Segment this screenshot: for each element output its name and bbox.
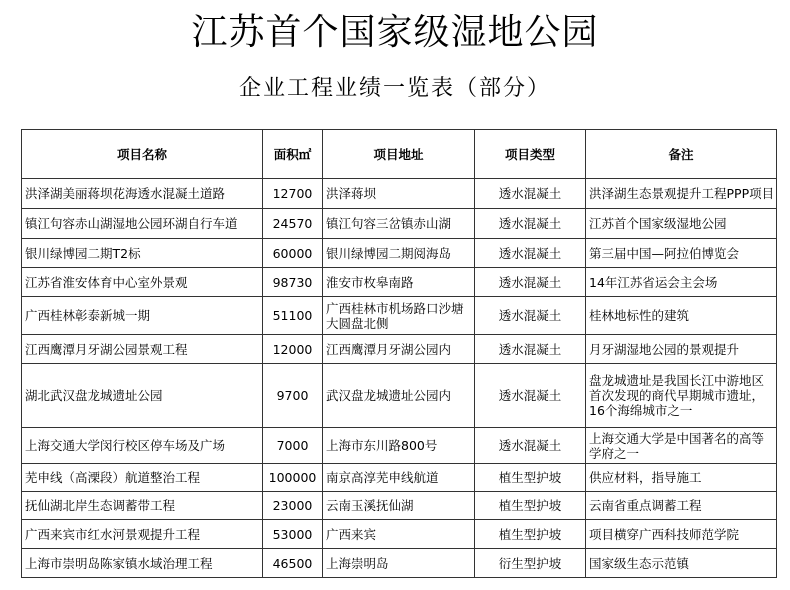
- table-row: [22, 297, 777, 335]
- cell-note: 14年江苏省运会主会场: [586, 268, 777, 297]
- cell-address: 银川绿博园二期阅海岛: [323, 239, 475, 268]
- cell-note: 第三届中国—阿拉伯博览会: [586, 239, 777, 268]
- cell-address: 武汉盘龙城遗址公园内: [323, 364, 475, 428]
- cell-project-name: 江西鹰潭月牙湖公园景观工程: [22, 335, 263, 364]
- table-row: [22, 549, 777, 578]
- table-row: [22, 464, 777, 492]
- page-subtitle: 企业工程业绩一览表（部分）: [238, 76, 551, 101]
- cell-address: 淮安市枚皋南路: [323, 268, 475, 297]
- table-header-row: [22, 130, 777, 179]
- header-note: 备注: [586, 130, 777, 179]
- table-row: [22, 239, 777, 268]
- cell-type: 衍生型护坡: [475, 549, 586, 578]
- cell-address: 广西桂林市机场路口沙塘大圆盘北侧: [323, 297, 475, 335]
- cell-project-name: 芜申线（高溧段）航道整治工程: [22, 464, 263, 492]
- table-row: [22, 364, 777, 428]
- cell-type: 透水混凝土: [475, 297, 586, 335]
- cell-project-name: 广西来宾市红水河景观提升工程: [22, 520, 263, 549]
- cell-note: 月牙湖湿地公园的景观提升: [586, 335, 777, 364]
- cell-project-name: 上海市崇明岛陈家镇水域治理工程: [22, 549, 263, 578]
- table-row: [22, 428, 777, 464]
- cell-address: 南京高淳芜申线航道: [323, 464, 475, 492]
- cell-type: 透水混凝土: [475, 209, 586, 239]
- cell-note: 盘龙城遗址是我国长江中游地区首次发现的商代早期城市遗址，16个海绵城市之一: [586, 364, 777, 428]
- cell-type: 透水混凝土: [475, 179, 586, 209]
- cell-type: 透水混凝土: [475, 335, 586, 364]
- table-row: [22, 520, 777, 549]
- cell-note: 云南省重点调蓄工程: [586, 492, 777, 520]
- cell-area: 9700: [263, 364, 323, 428]
- header-project-name: 项目名称: [22, 130, 263, 179]
- cell-area: 46500: [263, 549, 323, 578]
- cell-note: 上海交通大学是中国著名的高等学府之一: [586, 428, 777, 464]
- cell-project-name: 银川绿博园二期T2标: [22, 239, 263, 268]
- cell-area: 24570: [263, 209, 323, 239]
- cell-address: 上海崇明岛: [323, 549, 475, 578]
- cell-type: 植生型护坡: [475, 492, 586, 520]
- cell-note: 江苏首个国家级湿地公园: [586, 209, 777, 239]
- table-row: [22, 179, 777, 209]
- cell-project-name: 洪泽湖美丽蒋坝花海透水混凝土道路: [22, 179, 263, 209]
- cell-note: 国家级生态示范镇: [586, 549, 777, 578]
- cell-area: 12000: [263, 335, 323, 364]
- cell-address: 镇江句容三岔镇赤山湖: [323, 209, 475, 239]
- cell-area: 53000: [263, 520, 323, 549]
- cell-project-name: 上海交通大学闵行校区停车场及广场: [22, 428, 263, 464]
- cell-area: 100000: [263, 464, 323, 492]
- cell-address: 洪泽蒋坝: [323, 179, 475, 209]
- cell-type: 植生型护坡: [475, 520, 586, 549]
- cell-note: 桂林地标性的建筑: [586, 297, 777, 335]
- cell-project-name: 广西桂林彰泰新城一期: [22, 297, 263, 335]
- cell-address: 广西来宾: [323, 520, 475, 549]
- cell-address: 云南玉溪抚仙湖: [323, 492, 475, 520]
- cell-area: 98730: [263, 268, 323, 297]
- cell-area: 12700: [263, 179, 323, 209]
- table-row: [22, 335, 777, 364]
- cell-project-name: 镇江句容赤山湖湿地公园环湖自行车道: [22, 209, 263, 239]
- header-area: 面积㎡: [263, 130, 323, 179]
- table-row: [22, 492, 777, 520]
- cell-area: 7000: [263, 428, 323, 464]
- cell-area: 60000: [263, 239, 323, 268]
- cell-note: 洪泽湖生态景观提升工程PPP项目: [586, 179, 777, 209]
- table-row: [22, 268, 777, 297]
- cell-type: 透水混凝土: [475, 268, 586, 297]
- performance-table: [21, 129, 777, 578]
- cell-type: 透水混凝土: [475, 428, 586, 464]
- cell-type: 透水混凝土: [475, 239, 586, 268]
- cell-area: 23000: [263, 492, 323, 520]
- table-row: [22, 209, 777, 239]
- cell-type: 植生型护坡: [475, 464, 586, 492]
- cell-address: 江西鹰潭月牙湖公园内: [323, 335, 475, 364]
- cell-project-name: 江苏省淮安体育中心室外景观: [22, 268, 263, 297]
- page-title: 江苏首个国家级湿地公园: [191, 12, 599, 53]
- cell-note: 项目横穿广西科技师范学院: [586, 520, 777, 549]
- cell-type: 透水混凝土: [475, 364, 586, 428]
- cell-project-name: 湖北武汉盘龙城遗址公园: [22, 364, 263, 428]
- cell-note: 供应材料，指导施工: [586, 464, 777, 492]
- header-type: 项目类型: [475, 130, 586, 179]
- cell-area: 51100: [263, 297, 323, 335]
- header-address: 项目地址: [323, 130, 475, 179]
- cell-project-name: 抚仙湖北岸生态调蓄带工程: [22, 492, 263, 520]
- cell-address: 上海市东川路800号: [323, 428, 475, 464]
